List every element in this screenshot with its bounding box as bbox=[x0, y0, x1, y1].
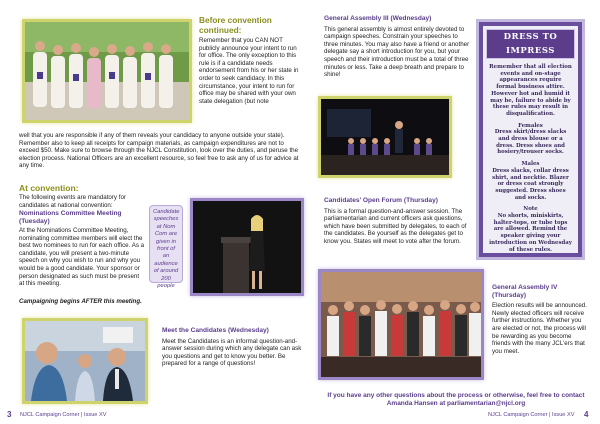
page-number-right: 4 bbox=[584, 410, 589, 419]
ga3-stage-photo bbox=[318, 96, 452, 178]
speaker-photo bbox=[190, 198, 304, 296]
dress-females: Dress skirt/dress slacks and dress blouse or a dress. Dress shoes and hosiery/trouser socks. bbox=[494, 129, 567, 156]
meet-candidates-photo bbox=[22, 318, 148, 404]
nom-com-callout: Candidate speeches at Nom Com are given in front of an audience of around 200 people bbox=[149, 205, 183, 283]
footer-right: NJCL Campaign Corner | Issue XV bbox=[488, 412, 575, 418]
ga3-body: This general assembly is almost entirely devoted to campaign speeches. Constrain your speeches to three minutes. You may also have a friend or another delegate say a short introduction for you, but your speech and their introduction must be a total of three minutes or less. Take a deep breath and prepare to shine! bbox=[324, 25, 470, 79]
before-convention-continued: well that you are responsible if any of them reveals your candidacy to anyone outside your state). Remember also to keep all receipts for campaign materials, as campaign expenditures are not to exceed $50. Make sure to browse through the NJCL Constitution, look over the duties, and peruse the election process. National Officers are an excellent resource, so feel free to ask any of us for advice at any time. bbox=[19, 132, 299, 170]
dress-females-label: Females bbox=[518, 122, 543, 129]
dress-males-label: Males bbox=[521, 161, 540, 168]
nom-com-title: Nominations Committee Meeting (Tuesday) bbox=[19, 210, 122, 225]
at-convention-intro: The following events are mandatory for candidates at national convention: bbox=[19, 194, 126, 209]
dress-to-impress-title: DRESS TO IMPRESS bbox=[486, 29, 575, 59]
before-convention-body: Remember that you CAN NOT publicly announce your intent to run for office. The only exception to this rule is if a candidate needs endorsement from his or her state in order to seek candidacy. In this circumstance, your intent to run for office may be shared with your own state delegation (but note bbox=[199, 37, 299, 105]
contact-note: If you have any other questions about the process or otherwise, feel free to contact Amanda Hansen at parliamentarian@njcl.org bbox=[327, 392, 585, 407]
dress-to-impress-box bbox=[479, 22, 582, 257]
page-number-left: 3 bbox=[7, 410, 12, 419]
meet-candidates-body: Meet the Candidates is an informal question-and-answer session during which any delegate can ask you questions and get to know you better. Be prepared for a range of questions! bbox=[162, 337, 302, 368]
dress-males: Dress slacks, collar dress shirt, and necktie. Blazer or dress coat strongly suggested. Dress shoes and socks. bbox=[492, 167, 569, 201]
forum-title: Candidates’ Open Forum (Thursday) bbox=[324, 197, 438, 204]
dress-intro: Remember that all election events and on-stage appearances require formal business attire. However hot and humid it may be, failure to abide by these rules may result in disqualification. bbox=[489, 64, 572, 117]
candidates-group-photo bbox=[22, 19, 192, 123]
ga4-body: Election results will be announced. Newly elected officers will receive further instructions. Whether you are elected or not, the process will be rewarding as you become friends with the many JCL’ers that you meet. bbox=[492, 302, 587, 355]
dress-note: No shorts, miniskirts, halter-tops, or tube tops are allowed. Remind the speaker giving your introduction on Wednesday of these rules. bbox=[489, 213, 572, 253]
nom-com-body: At the Nominations Committee Meeting, nominating committee members will elect the best two nominees to run for each office. As a candidate, you will present a two-minute speech on why you wish to run and why you would be a good candidate. Your sponsor or person designated as such must be present at this meeting. bbox=[19, 227, 145, 288]
footer-left: NJCL Campaign Corner | Issue XV bbox=[20, 412, 107, 418]
before-convention-heading: Before convention continued: bbox=[199, 15, 272, 35]
ga4-crowd-photo bbox=[318, 269, 484, 380]
dress-note-label: Note bbox=[523, 206, 538, 213]
campaign-start-note: Campaigning begins AFTER this meeting. bbox=[19, 298, 142, 305]
ga4-title: General Assembly IV (Thursday) bbox=[492, 284, 558, 299]
at-convention-heading: At convention: bbox=[19, 183, 79, 193]
ga3-title: General Assembly III (Wednesday) bbox=[324, 15, 432, 22]
meet-candidates-title: Meet the Candidates (Wednesday) bbox=[162, 327, 269, 334]
forum-body: This is a formal question-and-answer session. The parliamentarian and current officers ask questions, which have been submitted by delegates, to each of the candidates. Be yourself as the delegates get to know you. States will meet to vote after the forum. bbox=[324, 207, 467, 245]
